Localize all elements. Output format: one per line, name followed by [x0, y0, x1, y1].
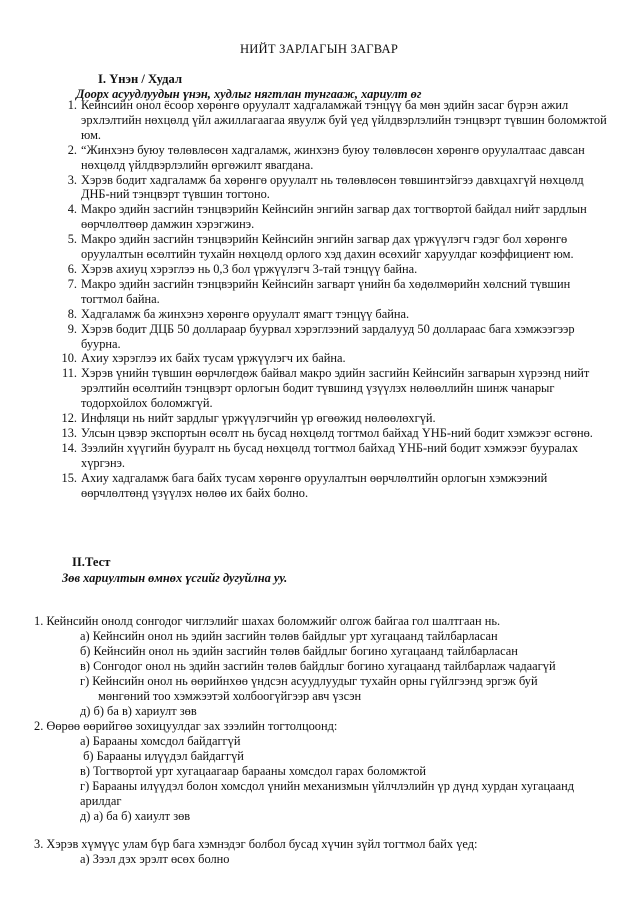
list-item: 10. Ахиу хэрэглээ их байх тусам үржүүлэгч их байна. — [61, 351, 346, 366]
option: а) Зээл дэх эрэлт өсөх болно — [80, 852, 230, 866]
option-continuation: мөнгөний тоо хэмжээтэй холбоогүйгээр авч үзсэн — [98, 689, 362, 703]
list-item: 1. Кейнсийн онол ёсоор хөрөнгө оруулалт хадгаламжай тэнцүү ба мөн эдийн засаг бүрэн ажил эрхлэлтийн нөхцөлд үйл ажиллагаагаа явуулж буй үед үйлдвэрлэлийн тэнцвэрт түвшин боломжтой юм. — [67, 98, 607, 142]
option: г) Барааны илүүдэл болон хомсдол үнийн механизмын үйлчлэлийн үр дүнд хурдан хугацаанд — [80, 779, 575, 793]
question-3: 3. Хэрэв хүмүүс улам бүр бага хэмнэдэг болбол бусад хүчин зүйл тогтмол байх үед: — [34, 837, 478, 851]
option: д) а) ба б) хаиулт зөв — [80, 809, 191, 823]
section1-heading: I. Үнэн / Худал — [98, 72, 183, 86]
list-item: 4. Макро эдийн засгийн тэнцвэрийн Кейнсийн энгийн загвар дах тогтвортой байдал нийт зардлын өөрчлөлтөөр дамжин хэрэгжинэ. — [67, 202, 587, 232]
list-item: 13. Улсын цэвэр экспортын өсөлт нь бусад нөхцөлд тогтмол байхад ҮНБ-ний бодит хэмжээг өсгөнө. — [61, 425, 593, 440]
list-item: 6. Хэрэв ахиуц хэрэглээ нь 0,3 бол үржүүлэгч 3-тай тэнцүү байна. — [67, 261, 418, 276]
list-item: 8. Хадгаламж ба жинхэнэ хөрөнгө оруулалт ямагт тэнцүү байна. — [67, 306, 410, 321]
list-item: 11. Хэрэв үнийн түвшин өөрчлөгдөж байвал макро эдийн засгийн Кейнсийн загварын хүрээнд нийт эрэлтийн өсөлтийн тэнцвэрт орлогын бодит түвшинд үзүүлэх нөлөөллийн шинж чанарыг тодорхойлох боломжгүй. — [61, 366, 590, 411]
option: б) Кейнсийн онол нь эдийн засгийн төлөв байдлыг богино хугацаанд тайлбарласан — [80, 644, 518, 658]
list-item: 2. “Жинхэнэ буюу төлөвлөсөн хадгаламж, жинхэнэ буюу төлөвлөсөн хөрөнгө оруулалтаас давсан нөхцөлд үйлдвэрлэлийн өргөжилт явагдана. — [67, 142, 585, 172]
true-false-list — [33, 98, 613, 500]
option: в) Тогтвортой урт хугацаагаар барааны хомсдол гарах боломжтой — [80, 764, 427, 778]
spacer — [34, 824, 619, 837]
question-2: 2. Өөрөө өөрийгөө зохицуулдаг зах зээлийн тогтолцоонд: — [34, 719, 338, 733]
list-item: 3. Хэрэв бодит хадгаламж ба хөрөнгө оруулалт нь төлөвлөсөн төвшинтэйгээ давхцахгүй нөхцөлд ДНБ-ний тэнцвэрт түвшин тогтоно. — [67, 172, 584, 202]
list-item: 5. Макро эдийн засгийн тэнцвэрийн Кейнсийн энгийн загвар дах үржүүлэгч гэдэг бол хөрөнгө оруулалтын өсөлтийн тухайн нөхцөлд орлого хэд дахин өсөхийг харуулдаг коэффициент юм. — [67, 232, 574, 262]
list-item: 12. Инфляци нь нийт зардлыг үржүүлэгчийн үр өгөөжид нөлөөлөхгүй. — [61, 411, 436, 426]
section2-heading: II.Тест — [72, 555, 111, 569]
option: в) Сонгодог онол нь эдийн засгийн төлөв байдлыг богино хугацаанд тайлбарлаж чадаагүй — [80, 659, 556, 673]
option-continuation: арилдаг — [80, 794, 122, 808]
option: а) Кейнсийн онол нь эдийн засгийн төлөв байдлыг урт хугацаанд тайлбарласан — [80, 629, 498, 643]
list-item: 15. Ахиу хадгаламж бага байх тусам хөрөнгө оруулалтын өөрчлөлтийн орлогын хэмжээний өөрчлөлтөнд үзүүлэх нөлөө их байх болно. — [61, 470, 548, 500]
option: д) б) ба в) хариулт зөв — [80, 704, 197, 718]
option: б) Барааны илүүдэл байдаггүй — [80, 749, 244, 763]
list-item: 7. Макро эдийн засгийн тэнцвэрийн Кейнсийн загварт үнийн ба хөдөлмөрийн хөлсний түвшин тогтмол байна. — [67, 276, 571, 306]
section2-instruction: Зөв хариултын өмнөх үсгийг дугуйлна уу. — [62, 571, 288, 585]
section1-instruction: Доорх асуудлуудын үнэн, худлыг нягтлан тунгааж, хариулт өг — [76, 87, 422, 101]
document-title: НИЙТ ЗАРЛАГЫН ЗАГВАР — [239, 42, 399, 56]
list-item: 9. Хэрэв бодит ДЦБ 50 доллараар буурвал хэрэглээний зардалууд 50 доллараас бага хэмжээгээр буурна. — [67, 321, 575, 351]
option: а) Барааны хомсдол байдаггүй — [80, 734, 241, 748]
option: г) Кейнсийн онол нь өөрийнхөө үндсэн асуудлуудыг тухайн орны гүйлгээнд эргэж буй — [80, 674, 538, 688]
question-1: 1. Кейнсийн онолд сонгодог чиглэлийг шахах боломжийг олгож байгаа гол шалтгаан нь. — [34, 614, 501, 628]
list-item: 14. Зээлийн хүүгийн бууралт нь бусад нөхцөлд тогтмол байхад ҮНБ-ний бодит хэмжээг бууралах хүргэнэ. — [61, 440, 579, 470]
test-questions — [34, 614, 619, 867]
